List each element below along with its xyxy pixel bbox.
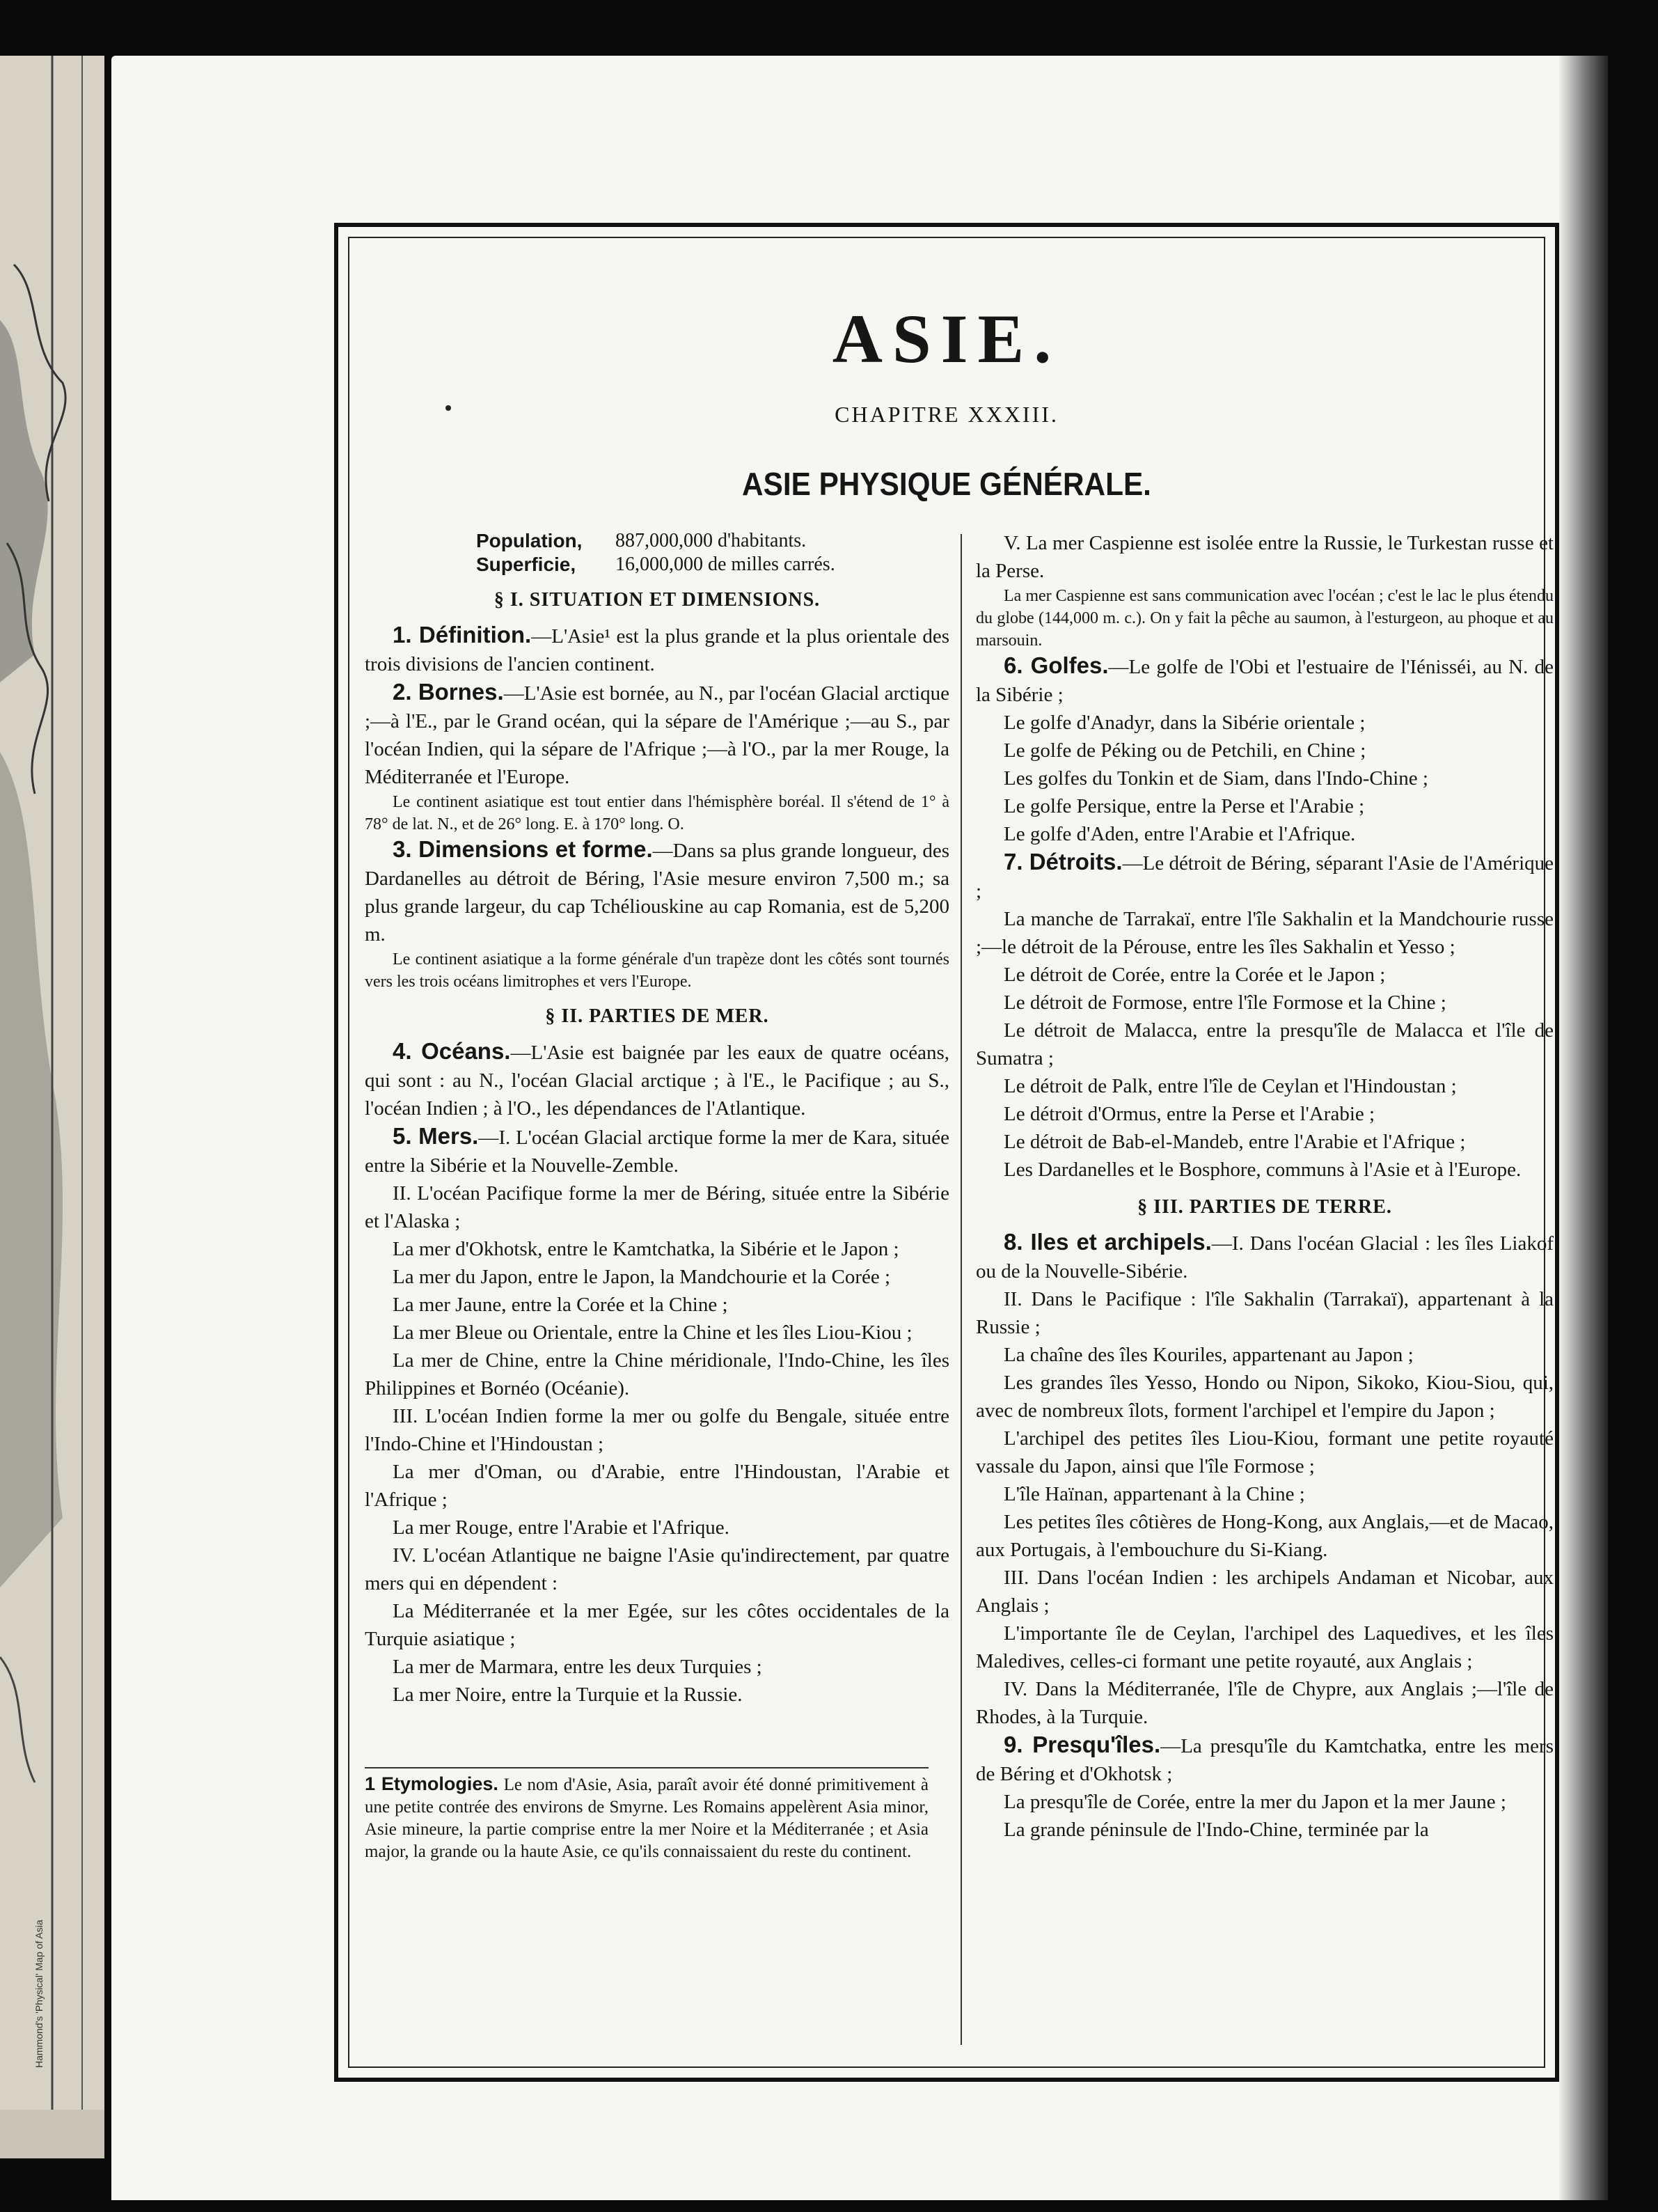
paragraph	[365, 836, 949, 948]
note: Le continent asiatique est tout entier dans l'hémisphère boréal. Il s'étend de 1° à 78° de lat. N., et de 26° long. E. à 170° long. O.	[365, 793, 949, 833]
subsection-heading: § III. PARTIES DE TERRE.	[1137, 1196, 1392, 1218]
area-label: Superficie,	[476, 554, 576, 575]
list-item: II. Dans le Pacifique : l'île Sakhalin (Tarrakaï), appartenant à la Russie ;	[976, 1288, 1554, 1338]
text-frame-inner	[348, 237, 1554, 2068]
list-item: La mer d'Oman, ou d'Arabie, entre l'Hindoustan, l'Arabie et l'Afrique ;	[365, 1461, 949, 1511]
paragraph-text: —La presqu'île du Kamtchatka, entre les mers de Béring et d'Okhotsk ;	[976, 1735, 1554, 1785]
paragraph-text: —L'Asie est bornée, au N., par l'océan Glacial arctique ;—à l'E., par le Grand océan, qui la sépare de l'Amérique ;—au S., par l'océan Indien, qui la sépare de l'Afrique ;—à l'O., par la mer Rouge, la Méditerranée et l'Europe.	[365, 682, 949, 788]
list-item: Les Dardanelles et le Bosphore, communs à l'Asie et à l'Europe.	[1004, 1159, 1522, 1181]
list-item: La mer Noire, entre la Turquie et la Russie.	[393, 1684, 743, 1706]
book-page	[111, 56, 1608, 2200]
list-item: L'archipel des petites îles Liou-Kiou, formant une petite royauté vassale du Japon, ainsi que l'île Formose ;	[976, 1427, 1554, 1477]
list-item: Le golfe de Péking ou de Petchili, en Chine ;	[1004, 739, 1366, 762]
right-column	[976, 529, 1554, 1844]
paragraph-text: —L'Asie est baignée par les eaux de quatre océans, qui sont : au N., l'océan Glacial arctique ; à l'E., le Pacifique ; au S., l'océan Indien ; à l'O., les dépendances de l'Atlantique.	[365, 1042, 949, 1120]
list-item: III. Dans l'océan Indien : les archipels Andaman et Nicobar, aux Anglais ;	[976, 1567, 1554, 1617]
subsection-heading: § II. PARTIES DE MER.	[545, 1005, 769, 1027]
paragraph-text: —Le détroit de Béring, séparant l'Asie de l'Amérique ;	[976, 852, 1554, 902]
paragraph-lead: 4. Océans.	[393, 1038, 511, 1064]
page-gutter-shadow	[1559, 56, 1608, 2200]
left-column	[365, 529, 949, 1709]
chapter-heading: CHAPITRE XXXIII.	[835, 402, 1059, 427]
paragraph-lead: 8. Iles et archipels.	[1004, 1229, 1212, 1255]
paragraph-lead: 5. Mers.	[393, 1123, 479, 1149]
adjacent-map-edge	[0, 56, 104, 2158]
paragraph-lead: 7. Détroits.	[1004, 849, 1123, 874]
note: La mer Caspienne est sans communication avec l'océan ; c'est le lac le plus étendu du globe (144,000 m. c.). On y fait la pêche au saumon, à l'esturgeon, au phoque et au marsouin.	[976, 587, 1554, 650]
list-item: La presqu'île de Corée, entre la mer du Japon et la mer Jaune ;	[1004, 1791, 1506, 1813]
section-heading: ASIE PHYSIQUE GÉNÉRALE.	[742, 466, 1151, 502]
paragraph	[365, 678, 949, 791]
paragraph-text: —I. Dans l'océan Glacial : les îles Liakof ou de la Nouvelle-Sibérie.	[976, 1232, 1554, 1283]
list-item: La mer Bleue ou Orientale, entre la Chine et les îles Liou-Kiou ;	[393, 1321, 913, 1344]
paragraph-lead: 3. Dimensions et forme.	[393, 836, 653, 862]
list-item: Le détroit de Palk, entre l'île de Ceylan et l'Hindoustan ;	[1004, 1075, 1457, 1097]
column-divider	[961, 534, 962, 2045]
subsection-heading: § I. SITUATION ET DIMENSIONS.	[494, 589, 821, 611]
paragraph	[365, 1122, 949, 1179]
paragraph-text: —I. L'océan Glacial arctique forme la mer de Kara, située entre la Sibérie et la Nouvelle-Zemble.	[365, 1127, 949, 1177]
footnote	[365, 1767, 929, 1863]
list-item: Le golfe Persique, entre la Perse et l'Arabie ;	[1004, 795, 1365, 817]
paragraph	[976, 1731, 1554, 1788]
list-item: La Méditerranée et la mer Egée, sur les côtes occidentales de la Turquie asiatique ;	[365, 1600, 949, 1650]
area-row	[476, 553, 949, 576]
text-frame	[334, 223, 1559, 2082]
list-item: Le détroit d'Ormus, entre la Perse et l'Arabie ;	[1004, 1103, 1375, 1125]
list-item: II. L'océan Pacifique forme la mer de Béring, située entre la Sibérie et l'Alaska ;	[365, 1182, 949, 1232]
paragraph	[976, 1228, 1554, 1285]
list-item: III. L'océan Indien forme la mer ou golfe du Bengale, située entre l'Indo-Chine et l'Hindoustan ;	[365, 1405, 949, 1455]
list-item: La mer Jaune, entre la Corée et la Chine ;	[393, 1294, 728, 1316]
list-item: La manche de Tarrakaï, entre l'île Sakhalin et la Mandchourie russe ;—le détroit de la Pérouse, entre les îles Sakhalin et Yesso ;	[976, 908, 1554, 958]
paragraph-lead: 2. Bornes.	[393, 679, 504, 705]
paragraph-lead: 1. Définition.	[393, 622, 532, 648]
list-item: V. La mer Caspienne est isolée entre la Russie, le Turkestan russe et la Perse.	[976, 532, 1554, 582]
list-item: La chaîne des îles Kouriles, appartenant au Japon ;	[1004, 1344, 1414, 1366]
list-item: La grande péninsule de l'Indo-Chine, terminée par la	[1004, 1819, 1429, 1841]
paragraph-text: —Le golfe de l'Obi et l'estuaire de l'Iénisséi, au N. de la Sibérie ;	[976, 656, 1554, 706]
list-item: IV. L'océan Atlantique ne baigne l'Asie qu'indirectement, par quatre mers qui en dépendent :	[365, 1544, 949, 1594]
list-item: L'importante île de Ceylan, l'archipel des Laquedives, et les îles Maledives, celles-ci formant une petite royauté, aux Anglais ;	[976, 1622, 1554, 1672]
list-item: Le détroit de Corée, entre la Corée et le Japon ;	[1004, 964, 1386, 986]
population-row	[476, 529, 949, 553]
paragraph-lead: 6. Golfes.	[1004, 652, 1109, 678]
paragraph	[976, 652, 1554, 709]
list-item: La mer de Marmara, entre les deux Turquies ;	[393, 1656, 762, 1678]
paragraph-text: —L'Asie¹ est la plus grande et la plus orientale des trois divisions de l'ancien continent.	[365, 625, 950, 675]
list-item: La mer Rouge, entre l'Arabie et l'Afrique.	[393, 1516, 729, 1539]
paragraph-lead: 9. Presqu'îles.	[1004, 1732, 1161, 1757]
list-item: La mer d'Okhotsk, entre le Kamtchatka, la Sibérie et le Japon ;	[393, 1238, 899, 1260]
list-item: Les petites îles côtières de Hong-Kong, aux Anglais,—et de Macao, aux Portugais, à l'embouchure du Si-Kiang.	[976, 1511, 1554, 1561]
list-item: Les grandes îles Yesso, Hondo ou Nipon, Sikoko, Kiou-Siou, qui, avec de nombreux îlots, forment l'archipel et l'empire du Japon ;	[976, 1372, 1554, 1422]
map-caption-line: Hammond's 'Physical' Map of Asia	[33, 1920, 45, 2068]
list-item: La mer de Chine, entre la Chine méridionale, l'Indo-Chine, les îles Philippines et Bornéo (Océanie).	[365, 1349, 949, 1399]
note: Le continent asiatique a la forme générale d'un trapèze dont les côtés sont tournés vers les trois océans limitrophes et vers l'Europe.	[365, 950, 949, 991]
population-value: 887,000,000 d'habitants.	[615, 530, 807, 551]
footnote-lead: 1 Etymologies.	[365, 1773, 498, 1794]
map-caption	[32, 1859, 74, 2068]
list-item: Le détroit de Formose, entre l'île Formose et la Chine ;	[1004, 991, 1446, 1014]
list-item: Le détroit de Bab-el-Mandeb, entre l'Arabie et l'Afrique ;	[1004, 1131, 1466, 1153]
footnote-text: Le nom d'Asie, Asia, paraît avoir été donné primitivement à une petite contrée des environs de Smyrne. Les Romains appelèrent Asia minor, Asie mineure, la partie comprise entre la mer Noire et la Méditerranée ; et Asia major, la grande ou la haute Asie, ce qu'ils connaissaient du reste du continent.	[365, 1775, 929, 1861]
paragraph	[976, 848, 1554, 905]
list-item: La mer du Japon, entre le Japon, la Mandchourie et la Corée ;	[393, 1266, 891, 1288]
population-label: Population,	[476, 530, 583, 551]
area-value: 16,000,000 de milles carrés.	[615, 554, 835, 575]
page-title: ASIE.	[832, 300, 1061, 377]
paragraph	[365, 621, 949, 678]
paragraph-text: —Dans sa plus grande longueur, des Dardanelles au détroit de Béring, l'Asie mesure environ 7,500 m.; sa plus grande largeur, du cap Tchéliouskine au cap Romania, est de 5,200 m.	[365, 840, 949, 946]
list-item: Le détroit de Malacca, entre la presqu'île de Malacca et l'île de Sumatra ;	[976, 1019, 1554, 1069]
list-item: IV. Dans la Méditerranée, l'île de Chypre, aux Anglais ;—l'île de Rhodes, à la Turquie.	[976, 1678, 1554, 1728]
paragraph	[365, 1037, 949, 1122]
list-item: L'île Haïnan, appartenant à la Chine ;	[1004, 1483, 1305, 1505]
list-item: Les golfes du Tonkin et de Siam, dans l'Indo-Chine ;	[1004, 767, 1428, 790]
map-strip-graphic	[0, 56, 104, 2158]
list-item: Le golfe d'Aden, entre l'Arabie et l'Afrique.	[1004, 823, 1356, 845]
list-item: Le golfe d'Anadyr, dans la Sibérie orientale ;	[1004, 712, 1366, 734]
